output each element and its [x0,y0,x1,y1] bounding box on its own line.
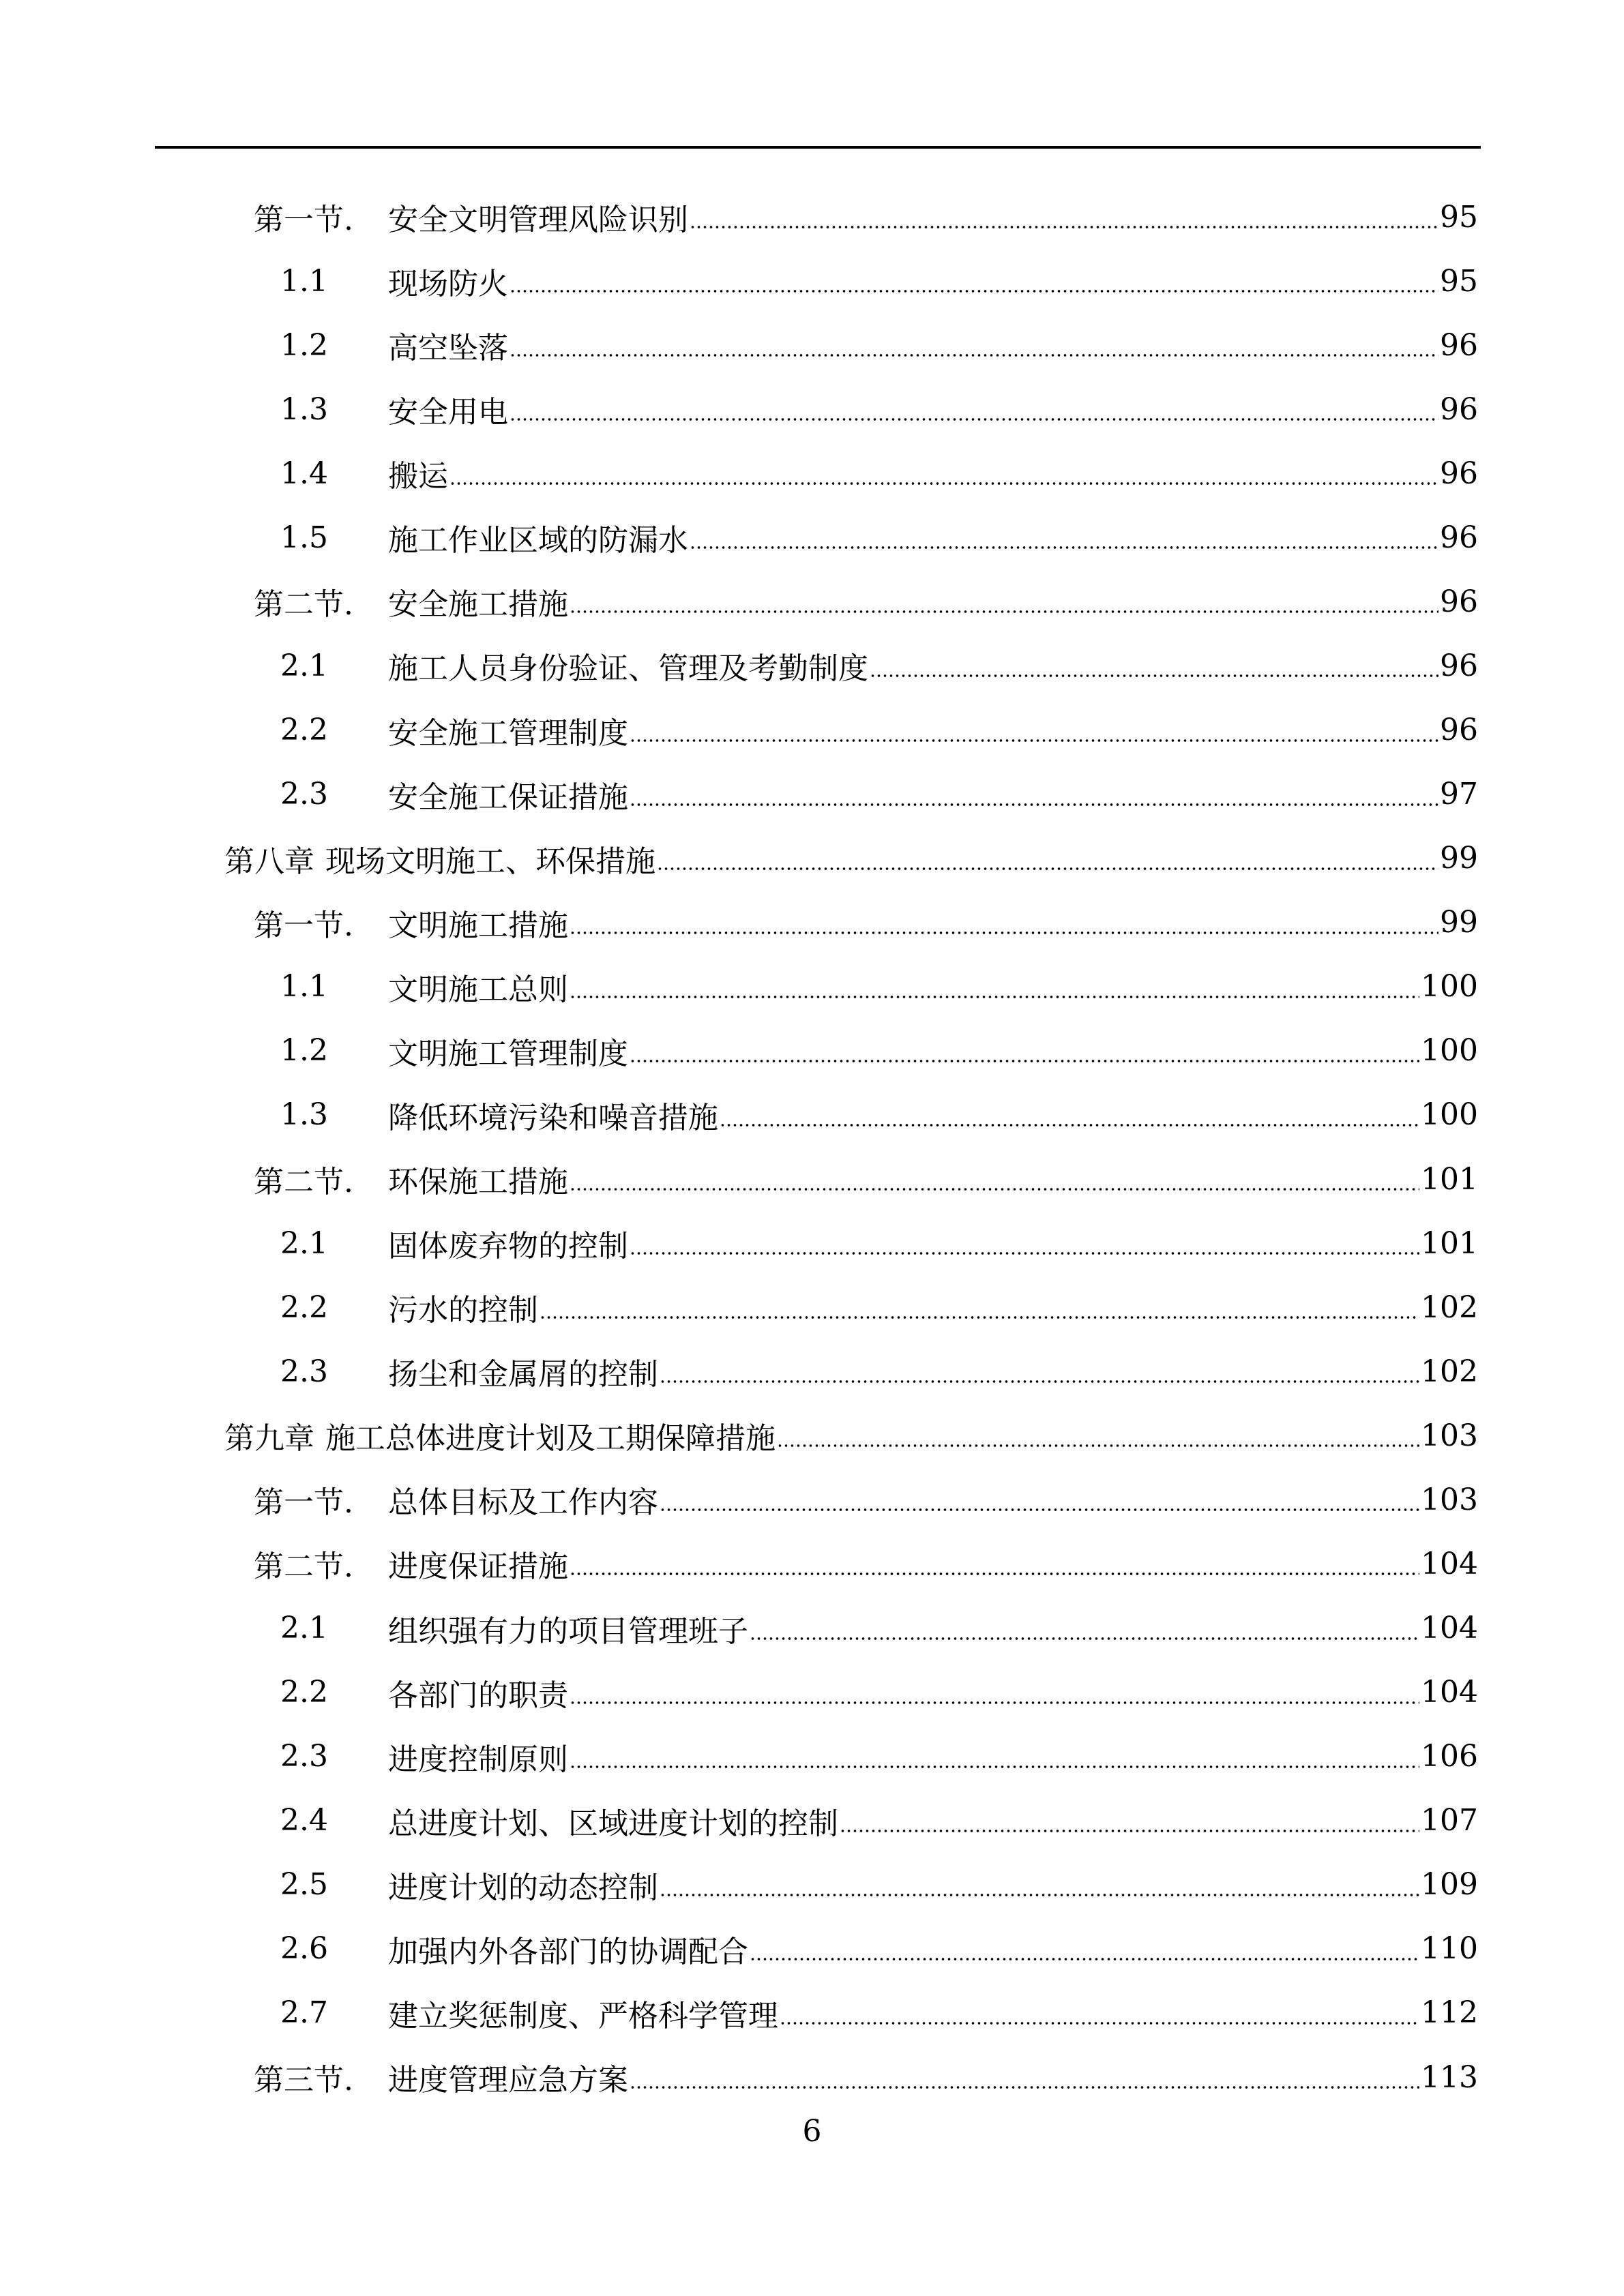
dot-leader [660,1380,1419,1383]
toc-entry-number: 1.1 [280,263,328,299]
toc-entry-sub[interactable] [280,1660,1478,1725]
toc-entry-sub[interactable] [280,1083,1478,1147]
toc-entry-page: 113 [1421,2059,1478,2095]
toc-entry-page: 99 [1440,905,1478,940]
dot-leader [449,482,1438,485]
toc-entry-page: 96 [1440,456,1478,491]
toc-entry-title: 高空坠落 [388,331,508,366]
dot-leader [570,610,1438,613]
toc-entry-number: 2.4 [280,1803,328,1838]
toc-entry-number: 2.1 [280,648,328,683]
toc-entry-number: 2.5 [280,1867,328,1903]
toc-entry-sub[interactable] [280,1211,1478,1275]
dot-leader [630,1252,1419,1255]
dot-leader [630,739,1438,742]
toc-entry-title: 安全施工管理制度 [388,715,628,751]
toc-entry-sub[interactable] [280,1339,1478,1403]
toc-entry-title: 进度计划的动态控制 [388,1870,658,1905]
toc-entry-title: 搬运 [388,459,448,494]
toc-entry-title: 建立奖惩制度、严格科学管理 [388,1998,778,2033]
toc-entry-page: 109 [1421,1867,1478,1903]
page-number: 6 [802,2114,822,2149]
dot-leader [750,1958,1419,1960]
toc-entry-title: 进度管理应急方案 [388,2063,628,2098]
toc-entry-sub[interactable] [280,955,1478,1019]
toc-entry-title: 进度保证措施 [388,1549,568,1585]
toc-entry-chapter[interactable] [224,1403,1478,1467]
toc-entry-sub[interactable] [280,1853,1478,1917]
toc-entry-number: 2.3 [280,1739,328,1774]
toc-entry-title: 文明施工措施 [388,908,568,943]
toc-entry-number: 2.6 [280,1931,328,1967]
toc-entry-title: 安全用电 [388,395,508,430]
toc-entry-sub[interactable] [280,1789,1478,1853]
toc-entry-sub[interactable] [280,762,1478,826]
dot-leader [840,1830,1419,1832]
toc-entry-page: 103 [1421,1482,1478,1517]
toc-entry-number: 第一节. [254,1485,353,1521]
toc-entry-number: 1.3 [280,391,328,427]
toc-entry-sub[interactable] [280,1917,1478,1981]
toc-entry-sub[interactable] [280,1981,1478,2045]
toc-entry-number: 2.7 [280,1995,328,2031]
toc-entry-page: 104 [1421,1546,1478,1581]
toc-entry-title: 进度控制原则 [388,1742,568,1777]
toc-entry-title: 总体目标及工作内容 [388,1485,658,1521]
dot-leader [780,2022,1419,2025]
toc-entry-number: 第一节. [254,203,353,237]
dot-leader [630,1060,1419,1062]
toc-entry-page: 110 [1421,1931,1478,1967]
dot-leader [720,1124,1419,1127]
toc-entry-title: 文明施工管理制度 [388,1036,628,1071]
dot-leader [540,1316,1419,1319]
dot-leader [660,1508,1419,1511]
toc-entry-chapter[interactable] [224,826,1478,891]
toc-entry-page: 102 [1421,1354,1478,1389]
toc-entry-number: 第二节. [254,587,353,623]
toc-entry-number: 2.3 [280,1354,328,1389]
dot-leader [660,1894,1419,1896]
toc-entry-page: 96 [1440,391,1478,427]
toc-entry-page: 101 [1421,1225,1478,1261]
toc-entry-section[interactable] [254,1467,1478,1532]
toc-entry-page: 96 [1440,648,1478,683]
toc-entry-page: 102 [1421,1289,1478,1325]
dot-leader [777,1444,1419,1447]
toc-entry-sub[interactable] [280,249,1478,313]
dot-leader [510,354,1438,357]
toc-entry-sub[interactable] [280,1275,1478,1339]
toc-entry-page: 99 [1440,841,1478,876]
toc-entry-title: 加强内外各部门的协调配合 [388,1934,748,1969]
dot-leader [657,867,1438,870]
toc-entry-title: 安全施工措施 [388,587,568,623]
dot-leader [570,1572,1419,1575]
toc-entry-page: 97 [1440,777,1478,812]
toc-entry-title: 安全文明管理风险识别 [388,203,688,237]
toc-entry-page: 100 [1421,969,1478,1004]
toc-entry-title: 环保施工措施 [388,1165,568,1200]
toc-entry-sub[interactable] [280,1596,1478,1660]
dot-leader [570,931,1438,934]
toc-entry-number: 第三节. [254,2063,353,2098]
toc-entry-section[interactable] [254,569,1478,633]
dot-leader [690,226,1438,228]
toc-entry-number: 第一节. [254,908,353,943]
toc-entry-title: 各部门的职责 [388,1678,568,1713]
toc-entry-number: 2.1 [280,1225,328,1261]
toc-entry-title: 扬尘和金属屑的控制 [388,1357,658,1392]
toc-entry-sub[interactable] [280,505,1478,569]
toc-entry-section[interactable] [254,1147,1478,1211]
dot-leader [510,418,1438,421]
toc-entry-number: 2.2 [280,1675,328,1710]
toc-entry-title: 施工作业区域的防漏水 [388,523,688,558]
toc-entry-sub[interactable] [280,633,1478,698]
toc-entry-number: 1.4 [280,456,328,491]
toc-entry-title: 施工总体进度计划及工期保障措施 [325,1421,776,1457]
toc-entry-number: 第八章 [224,844,314,879]
toc-entry-sub[interactable] [280,1019,1478,1083]
toc-entry-page: 100 [1421,1097,1478,1133]
dot-leader [570,996,1419,998]
toc-entry-page: 107 [1421,1803,1478,1838]
toc-entry-page: 101 [1421,1161,1478,1197]
toc-entry-page: 96 [1440,520,1478,555]
toc-entry-title: 现场防火 [388,267,508,302]
toc-entry-number: 第九章 [224,1421,314,1457]
toc-entry-sub[interactable] [280,441,1478,505]
dot-leader [630,803,1438,806]
toc-entry-sub[interactable] [280,698,1478,762]
dot-leader [750,1637,1419,1640]
toc-entry-section[interactable] [254,1532,1478,1596]
toc-entry-number: 2.3 [280,777,328,812]
dot-leader [570,1765,1419,1768]
dot-leader [510,290,1438,293]
toc-entry-number: 1.5 [280,520,328,555]
toc-entry-number: 2.2 [280,713,328,748]
toc-entry-page: 96 [1440,584,1478,619]
toc-entry-section[interactable] [254,891,1478,955]
toc-entry-number: 1.3 [280,1097,328,1133]
toc-entry-page: 103 [1421,1418,1478,1453]
toc-entry-page: 106 [1421,1739,1478,1774]
dot-leader [570,1188,1419,1191]
toc-entry-number: 1.2 [280,327,328,363]
toc-entry-page: 96 [1440,713,1478,748]
toc-entry-title: 文明施工总则 [388,972,568,1007]
toc-entry-sub[interactable] [280,313,1478,377]
dot-leader [630,2086,1419,2089]
toc-entry-number: 第二节. [254,1165,353,1200]
toc-entry-title: 污水的控制 [388,1293,538,1328]
toc-entry-number: 2.2 [280,1289,328,1325]
toc-entry-sub[interactable] [280,377,1478,441]
toc-entry-number: 1.2 [280,1033,328,1069]
toc-entry-sub[interactable] [280,1725,1478,1789]
toc-entry-number: 第二节. [254,1549,353,1585]
toc-entry-title: 施工人员身份验证、管理及考勤制度 [388,651,868,687]
toc-entry-title: 安全施工保证措施 [388,779,628,815]
toc-entry-number: 2.1 [280,1611,328,1646]
dot-leader [870,674,1438,677]
toc-entry-section[interactable] [254,2045,1478,2109]
toc-entry-title: 组织强有力的项目管理班子 [388,1613,748,1649]
toc-entry-number: 1.1 [280,969,328,1004]
toc-entry-title: 总进度计划、区域进度计划的控制 [388,1806,838,1841]
dot-leader [570,1701,1419,1704]
toc-entry-page: 104 [1421,1675,1478,1710]
toc-entry-title: 固体废弃物的控制 [388,1229,628,1264]
toc-entry-page: 104 [1421,1611,1478,1646]
toc-entry-page: 95 [1440,199,1478,235]
dot-leader [690,546,1438,549]
toc-entry-section[interactable] [254,185,1478,249]
toc-entry-title: 降低环境污染和噪音措施 [388,1100,718,1135]
toc-entry-page: 96 [1440,327,1478,363]
header-rule [155,146,1481,149]
toc-entry-title: 现场文明施工、环保措施 [325,844,655,879]
toc-entry-page: 112 [1421,1995,1478,2031]
toc-entry-page: 100 [1421,1033,1478,1069]
toc-entry-page: 95 [1440,263,1478,299]
